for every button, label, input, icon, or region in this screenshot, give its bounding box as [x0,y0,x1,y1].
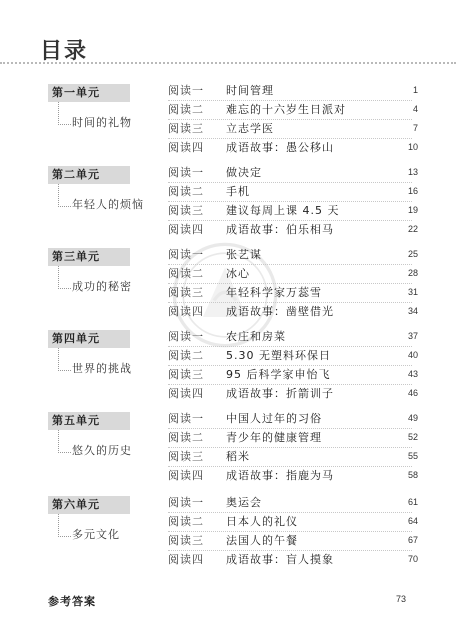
lesson-page-number: 25 [407,249,418,259]
lesson-title: 5.30 无塑料环保日 [226,349,331,362]
lesson-row[interactable] [168,201,418,220]
lesson-page-number: 22 [407,224,418,234]
lesson-title: 成语故事：盲人摸象 [226,553,334,566]
page-title: 目录 [40,39,89,64]
lesson-number: 阅读二 [168,515,204,528]
lesson-number: 阅读一 [168,166,204,179]
unit-label[interactable]: 第五单元 [48,412,130,430]
lesson-title: 立志学医 [226,122,274,135]
lesson-number: 阅读四 [168,305,204,318]
lesson-title: 时间管理 [226,84,274,97]
lesson-title: 95 后科学家申怡飞 [226,368,331,381]
lesson-title: 成语故事：折箭训子 [226,387,334,400]
lesson-row[interactable] [168,100,418,119]
lesson-title: 奥运会 [226,496,262,509]
unit-tree-connector [58,514,71,537]
lesson-row[interactable] [168,81,418,100]
unit-tree-connector [58,348,71,371]
lesson-number: 阅读二 [168,103,204,116]
lesson-title: 日本人的礼仪 [226,515,298,528]
lesson-number: 阅读一 [168,412,204,425]
lesson-page-number: 1 [412,85,418,95]
lesson-number: 阅读二 [168,185,204,198]
unit-theme: 时间的礼物 [72,116,132,129]
lesson-number: 阅读三 [168,368,204,381]
lesson-page-number: 31 [407,287,418,297]
lesson-row[interactable] [168,550,418,569]
lesson-title: 成语故事：凿壁借光 [226,305,334,318]
lesson-page-number: 70 [407,554,418,564]
unit-label[interactable]: 第二单元 [48,166,130,184]
lesson-title: 法国人的午餐 [226,534,298,547]
lesson-title: 难忘的十六岁生日派对 [226,103,346,116]
lesson-title: 张艺谋 [226,248,262,261]
lesson-row[interactable] [168,512,418,531]
lesson-number: 阅读三 [168,122,204,135]
unit-theme: 悠久的历史 [72,444,132,457]
lesson-title: 做决定 [226,166,262,179]
lesson-number: 阅读四 [168,553,204,566]
lesson-row[interactable] [168,447,418,466]
lesson-page-number: 61 [407,497,418,507]
lesson-row[interactable] [168,182,418,201]
lesson-number: 阅读二 [168,349,204,362]
lesson-title: 农庄和房菜 [226,330,286,343]
lesson-page-number: 37 [407,331,418,341]
unit-label[interactable]: 第三单元 [48,248,130,266]
lesson-title: 成语故事：指鹿为马 [226,469,334,482]
unit-tree-connector [58,430,71,453]
lesson-number: 阅读一 [168,84,204,97]
lesson-row[interactable] [168,302,418,321]
lesson-number: 阅读一 [168,496,204,509]
lesson-page-number: 67 [407,535,418,545]
lesson-page-number: 49 [407,413,418,423]
lesson-row[interactable] [168,384,418,403]
lesson-row[interactable] [168,264,418,283]
lesson-page-number: 4 [412,104,418,114]
title-rule [0,62,456,64]
lesson-page-number: 40 [407,350,418,360]
unit-label[interactable]: 第一单元 [48,84,130,102]
lesson-number: 阅读四 [168,387,204,400]
lesson-title: 手机 [226,185,250,198]
lesson-row[interactable] [168,119,418,138]
lesson-row[interactable] [168,220,418,239]
unit-label[interactable]: 第四单元 [48,330,130,348]
lesson-title: 成语故事：伯乐相马 [226,223,334,236]
lesson-page-number: 16 [407,186,418,196]
lesson-page-number: 34 [407,306,418,316]
lesson-page-number: 7 [412,123,418,133]
lesson-row[interactable] [168,409,418,428]
lesson-row[interactable] [168,428,418,447]
lesson-title: 冰心 [226,267,250,280]
unit-label[interactable]: 第六单元 [48,496,130,514]
answers-label[interactable]: 参考答案 [48,595,96,608]
answers-page-number: 73 [395,594,406,604]
lesson-row[interactable] [168,327,418,346]
lesson-row[interactable] [168,531,418,550]
lesson-page-number: 52 [407,432,418,442]
unit-theme: 成功的秘密 [72,280,132,293]
lesson-row[interactable] [168,493,418,512]
lesson-number: 阅读一 [168,248,204,261]
lesson-number: 阅读四 [168,141,204,154]
lesson-title: 成语故事：愚公移山 [226,141,334,154]
lesson-number: 阅读三 [168,204,204,217]
lesson-number: 阅读四 [168,469,204,482]
unit-tree-connector [58,184,71,207]
unit-theme: 世界的挑战 [72,362,132,375]
lesson-title: 建议每周上课 4.5 天 [226,204,340,217]
lesson-page-number: 19 [407,205,418,215]
lesson-number: 阅读三 [168,534,204,547]
lesson-title: 中国人过年的习俗 [226,412,322,425]
lesson-page-number: 46 [407,388,418,398]
lesson-row[interactable] [168,163,418,182]
lesson-row[interactable] [168,365,418,384]
lesson-title: 稻米 [226,450,250,463]
unit-tree-connector [58,266,71,289]
unit-theme: 年轻人的烦恼 [72,198,144,211]
lesson-number: 阅读二 [168,267,204,280]
unit-tree-connector [58,102,71,125]
lesson-row[interactable] [168,245,418,264]
lesson-page-number: 43 [407,369,418,379]
lesson-number: 阅读三 [168,286,204,299]
lesson-title: 青少年的健康管理 [226,431,322,444]
lesson-row[interactable] [168,138,418,157]
lesson-row[interactable] [168,346,418,365]
lesson-page-number: 10 [407,142,418,152]
lesson-page-number: 28 [407,268,418,278]
lesson-number: 阅读二 [168,431,204,444]
lesson-page-number: 55 [407,451,418,461]
lesson-row[interactable] [168,466,418,485]
lesson-page-number: 58 [407,470,418,480]
lesson-number: 阅读四 [168,223,204,236]
unit-theme: 多元文化 [72,528,120,541]
lesson-title: 年轻科学家万蕊雪 [226,286,322,299]
lesson-page-number: 13 [407,167,418,177]
lesson-number: 阅读三 [168,450,204,463]
lesson-number: 阅读一 [168,330,204,343]
lesson-row[interactable] [168,283,418,302]
lesson-page-number: 64 [407,516,418,526]
